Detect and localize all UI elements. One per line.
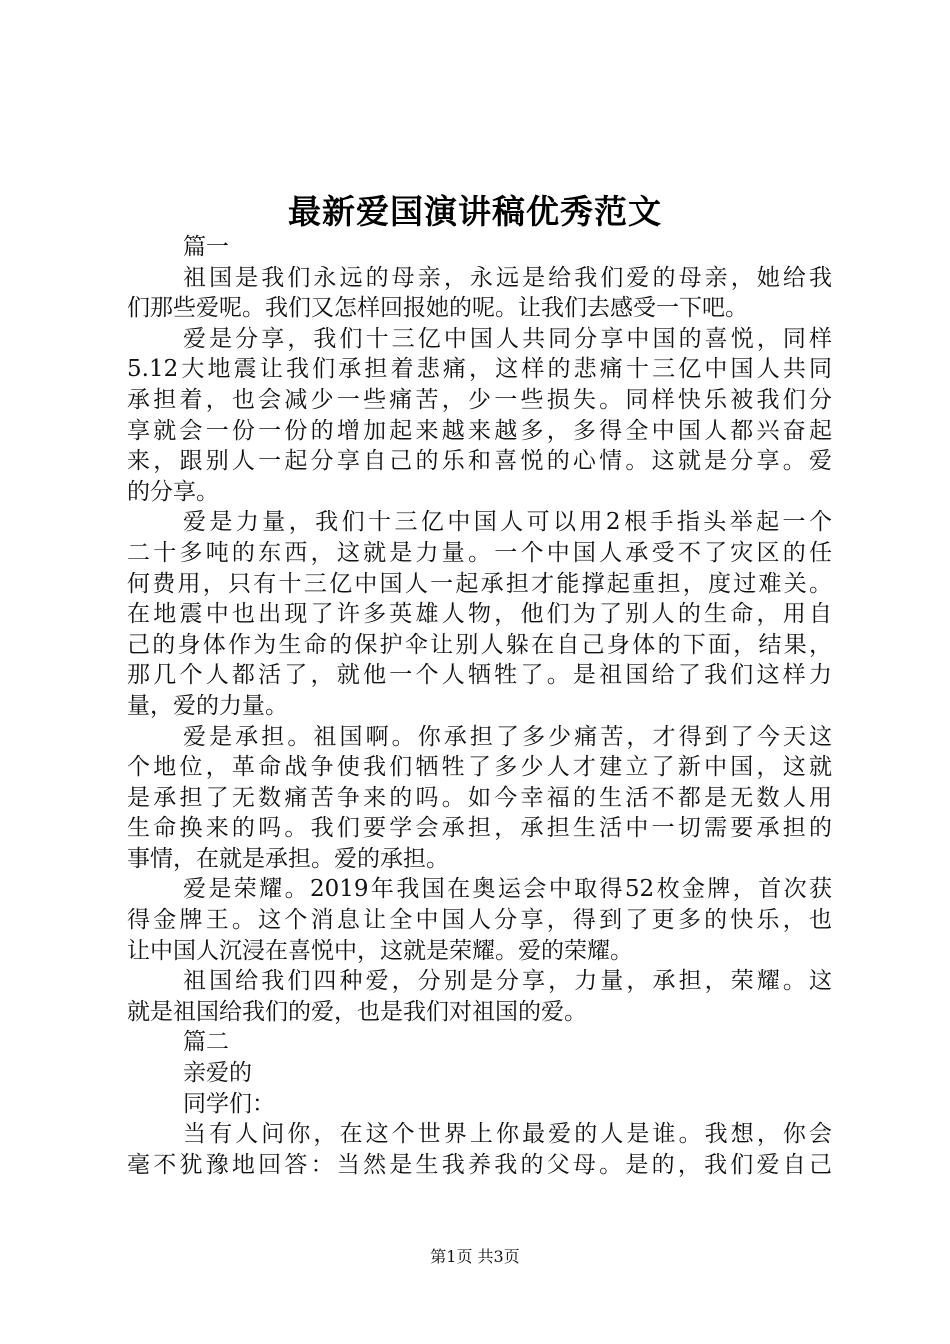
text-line: 祖国是我们永远的母亲，永远是给我们爱的母亲，她给我 (183, 264, 832, 291)
text-line: 在地震中也出现了许多英雄人物，他们为了别人的生命，用自 (127, 601, 832, 628)
text-line: 爱是力量，我们十三亿中国人可以用2根手指头举起一个 (183, 509, 832, 536)
text-line: 二十多吨的东西，这就是力量。一个中国人承受不了灾区的任 (127, 539, 832, 566)
text-line: 得金牌王。这个消息让全中国人分享，得到了更多的快乐，也 (127, 907, 832, 934)
text-line: 毫不犹豫地回答：当然是生我养我的父母。是的，我们爱自己 (127, 1151, 832, 1178)
text-line: 5.12大地震让我们承担着悲痛，这样的悲痛十三亿中国人共同 (127, 356, 832, 383)
page-footer: 第1页 共3页 (430, 1247, 520, 1266)
text-line: 何费用，只有十三亿中国人一起承担才能撑起重担，度过难关。 (127, 570, 832, 597)
text-line: 来，跟别人一起分享自己的乐和喜悦的心情。这就是分享。爱 (127, 448, 832, 475)
text-line: 祖国给我们四种爱，分别是分享，力量，承担，荣耀。这 (183, 968, 832, 995)
text-line: 是承担了无数痛苦争来的吗。如今幸福的生活不都是无数人用 (127, 784, 832, 811)
text-line: 就是祖国给我们的爱，也是我们对祖国的爱。 (127, 998, 587, 1025)
text-line: 篇二 (183, 1029, 229, 1056)
text-line: 享就会一份一份的增加起来越来越多，多得全中国人都兴奋起 (127, 417, 832, 444)
text-line: 量，爱的力量。 (127, 692, 288, 719)
text-line: 的分享。 (127, 478, 219, 505)
text-line: 爱是荣耀。2019年我国在奥运会中取得52枚金牌，首次获 (183, 876, 832, 903)
text-line: 生命换来的吗。我们要学会承担，承担生活中一切需要承担的 (127, 815, 832, 842)
text-line: 那几个人都活了，就他一个人牺牲了。是祖国给了我们这样力 (127, 662, 832, 689)
document-body (127, 232, 832, 1180)
text-line: 让中国人沉浸在喜悦中，这就是荣耀。爱的荣耀。 (127, 937, 633, 964)
text-line: 事情，在就是承担。爱的承担。 (127, 845, 449, 872)
text-line: 爱是承担。祖国啊。你承担了多少痛苦，才得到了今天这 (183, 723, 832, 750)
text-line: 篇一 (183, 234, 229, 260)
text-line: 当有人问你，在这个世界上你最爱的人是谁。我想，你会 (183, 1121, 832, 1148)
document-title: 最新爱国演讲稿优秀范文 (288, 192, 662, 231)
text-line: 爱是分享，我们十三亿中国人共同分享中国的喜悦，同样 (183, 325, 832, 352)
text-line: 己的身体作为生命的保护伞让别人躲在自己身体的下面，结果， (127, 631, 832, 658)
text-line: 们那些爱呢。我们又怎样回报她的呢。让我们去感受一下吧。 (127, 295, 748, 322)
text-line: 承担着，也会减少一些痛苦，少一些损失。同样快乐被我们分 (127, 386, 832, 413)
text-line: 同学们： (183, 1090, 275, 1117)
text-line: 个地位，革命战争使我们牺牲了多少人才建立了新中国，这就 (127, 754, 832, 781)
text-line: 亲爱的 (183, 1060, 252, 1087)
